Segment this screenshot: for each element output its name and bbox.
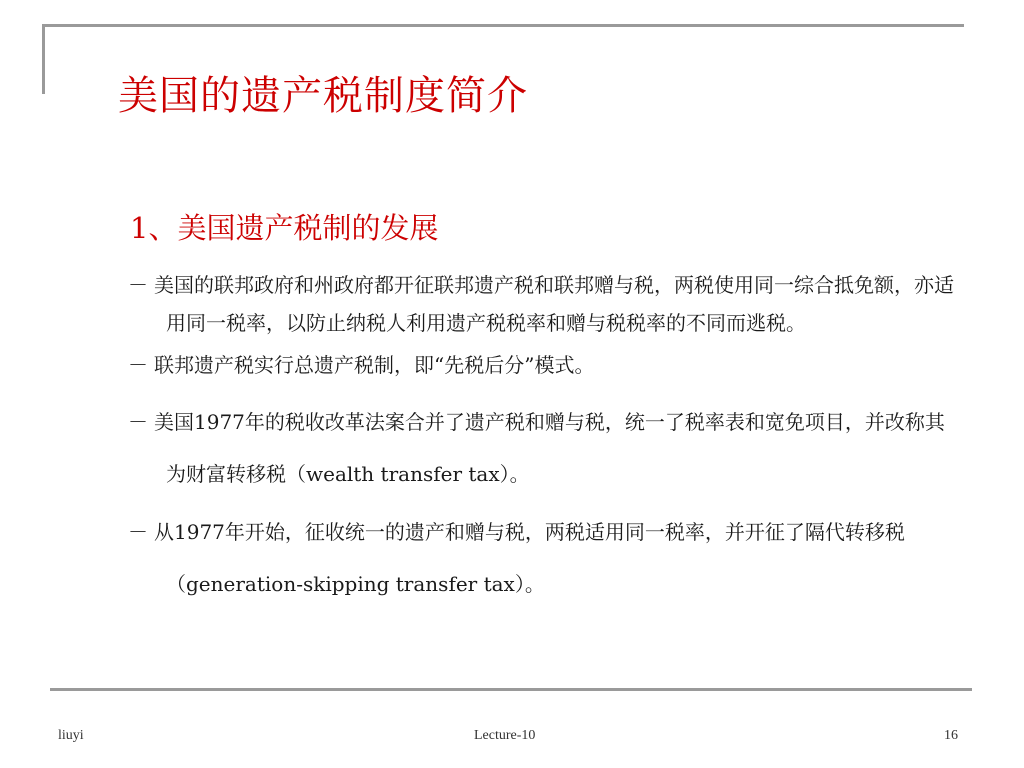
footer-author: liuyi bbox=[58, 728, 84, 743]
bullet-marker: － bbox=[128, 353, 148, 377]
footer-lecture: Lecture-10 bbox=[474, 728, 536, 743]
bullet-marker: － bbox=[128, 520, 148, 544]
frame-left-line bbox=[42, 24, 45, 94]
bullet-text: 联邦遗产税实行总遗产税制，即“先税后分”模式。 bbox=[154, 353, 595, 377]
bullet-text: 美国1977年的税收改革法案合并了遗产税和赠与税，统一了税率表和宽免项目，并改称其为财富转移税（wealth transfer tax）。 bbox=[154, 410, 945, 486]
footer-page-number: 16 bbox=[944, 728, 958, 743]
bullet-item bbox=[128, 346, 958, 384]
section-heading: 1、美国遗产税制的发展 bbox=[130, 211, 439, 245]
bullet-item bbox=[128, 396, 958, 500]
bullet-item bbox=[128, 266, 958, 342]
bullet-text: 美国的联邦政府和州政府都开征联邦遗产税和联邦赠与税，两税使用同一综合抵免额，亦适用同一税率，以防止纳税人利用遗产税税率和赠与税税率的不同而逃税。 bbox=[154, 273, 954, 335]
frame-bottom-line bbox=[50, 688, 972, 691]
bullet-marker: － bbox=[128, 410, 148, 434]
bullet-marker: － bbox=[128, 273, 148, 297]
bullet-list bbox=[128, 266, 958, 610]
bullet-item bbox=[128, 506, 958, 610]
frame-top-line bbox=[42, 24, 964, 27]
slide-title: 美国的遗产税制度简介 bbox=[118, 73, 528, 119]
bullet-text: 从1977年开始，征收统一的遗产和赠与税，两税适用同一税率，并开征了隔代转移税（generation-skipping transfer tax）。 bbox=[154, 520, 905, 596]
